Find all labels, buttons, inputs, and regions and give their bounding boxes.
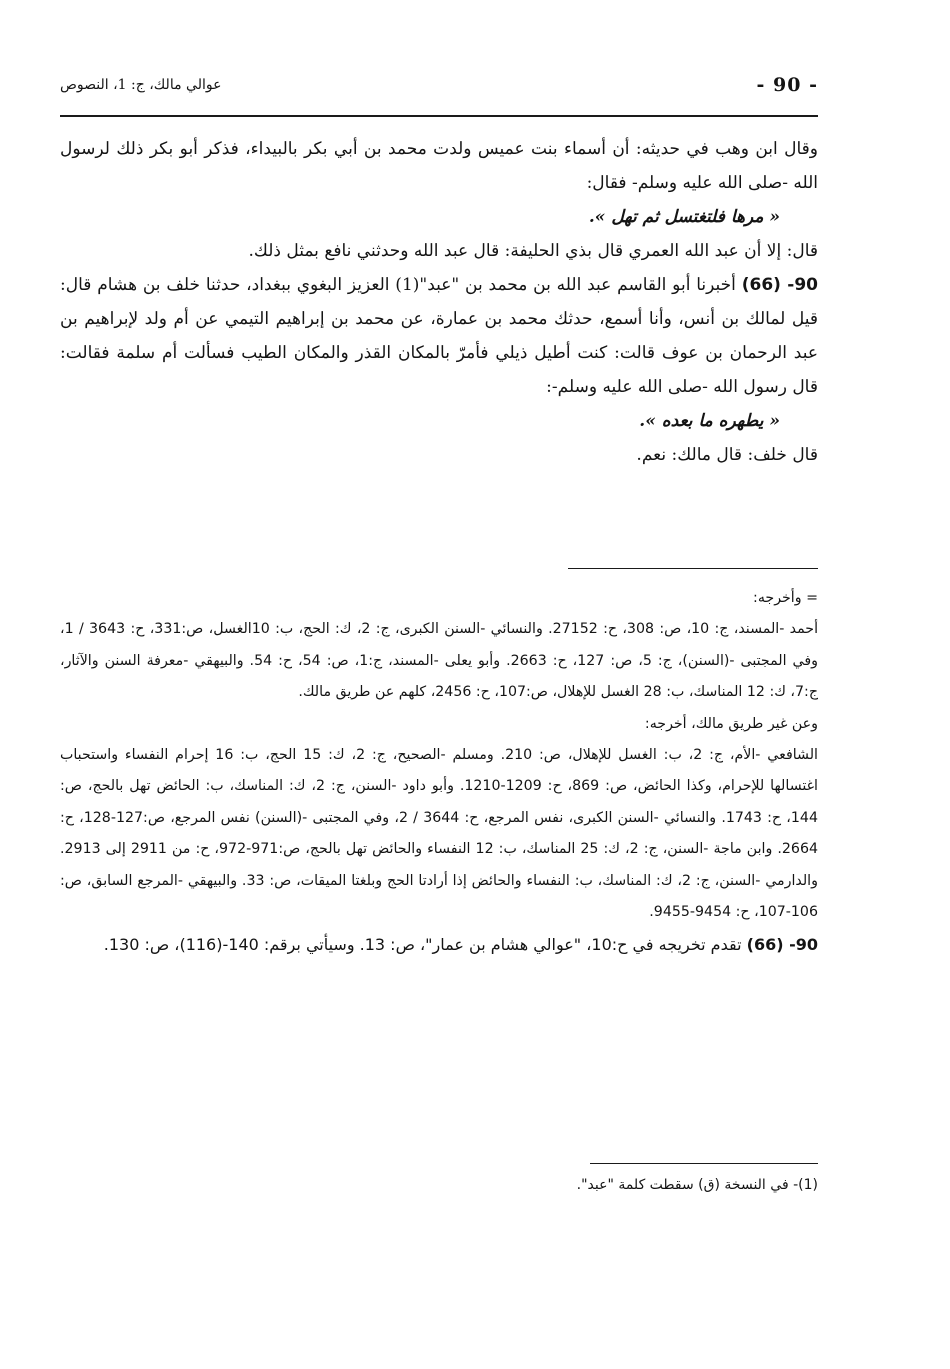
note-sources-malik: أحمد -المسند، ج: 10، ص: 308، ح: 27152. والنسائي -السنن الكبرى، ج: 2، ك: الحج، ب: 10الغسل، ص:331، ح: 3643 / 1، وفي المجتبى -(السنن)، ج: 5، ص: 127، ح: 2663. وأبو يعلى -المسند، ج:1، ص: 54، ح: 54. والبيهقي -معرفة السنن والآثار، ج:7، ك: 12 المناسك، ب: 28 الغسل للإهلال، ص:107، ح: 2456، كلهم عن طريق مالك. bbox=[60, 621, 819, 701]
note-cross-reference bbox=[60, 928, 818, 961]
footnote-separator bbox=[590, 1163, 818, 1164]
paragraph-1: وقال ابن وهب في حديثه: أن أسماء بنت عميس ولدت محمد بن أبي بكر بالبيداء، فذكر أبو بكر ذلك لرسول الله -صلى الله عليه وسلم- فقال: bbox=[60, 139, 818, 193]
note-cross-reference-text: تقدم تخريجه في ح:10، "عوالي هشام بن عمار"، ص: 13. وسيأتي برقم: 140-(116)، ص: 130. bbox=[103, 935, 742, 955]
page-number: - 90 - bbox=[756, 74, 818, 96]
note-other-intro: وعن غير طريق مالك، أخرجه: bbox=[644, 715, 818, 732]
paragraph-3 bbox=[60, 268, 818, 404]
notes-section bbox=[60, 583, 818, 961]
note-hadith-number: 90- (66) bbox=[746, 935, 818, 955]
prophetic-quote-2: « يطهره ما بعده ». bbox=[639, 411, 780, 431]
page-header bbox=[60, 70, 818, 100]
note-sources-other: الشافعي -الأم، ج: 2، ب: الغسل للإهلال، ص: 210. ومسلم -الصحيح، ج: 2، ك: 15 الحج، ب: 16 إحرام النفساء واستحباب اغتسالها للإحرام، وكذا الحائض، ص: 869، ح: 1209-1210. وأبو داود -السنن، ج: 2، ك: المناسك، ب: الحائض تهل بالحج، ص: 144، ح: 1743. والنسائي -السنن الكبرى، نفس المرجع، ح: 3644 / 2، وفي المجتبى -(السنن) نفس المرجع، ص:127-128، ح: 2664. وابن ماجة -السنن، ج: 2، ك: 25 المناسك، ب: 12 النفساء والحائض تهل بالحج، ص:971-972، ح: من 2911 إلى 2913. والدارمي -السنن، ج: 2، ك: المناسك، ب: النفساء والحائض إذا أرادتا الحج وبلغتا الميقات، ص: 33. والبيهقي -المرجع السابق، ص: 106-107، ح: 9454-9455. bbox=[60, 747, 819, 921]
paragraph-2: قال: إلا أن عبد الله العمري قال بذي الحليفة: قال عبد الله وحدثني نافع بمثل ذلك. bbox=[248, 241, 818, 261]
prophetic-quote-1: « مرها فلتغتسل ثم تهل ». bbox=[588, 207, 780, 227]
paragraph-3-text: أخبرنا أبو القاسم عبد الله بن محمد بن "عبد"(1) العزيز البغوي ببغداد، حدثنا خلف بن هشام قال: قيل لمالك بن أنس، وأنا أسمع، حدثك محمد بن عمارة، عن محمد بن إبراهيم التيمي عن أم ولد لإبراهيم بن عبد الرحمان بن عوف قالت: كنت أطيل ذيلي فأمرّ بالمكان القذر والمكان الطيب فسألت أم سلمة فقالت: قال رسول الله -صلى الله عليه وسلم-: bbox=[60, 275, 818, 397]
header-rule bbox=[60, 115, 818, 117]
main-text bbox=[60, 132, 818, 472]
notes-separator bbox=[568, 568, 818, 569]
running-title: عوالي مالك، ج: 1، النصوص bbox=[60, 77, 222, 93]
note-intro: = وأخرجه: bbox=[753, 590, 818, 606]
hadith-number: 90- (66) bbox=[741, 275, 818, 295]
footnote: (1)- في النسخة (ق) سقطت كلمة "عبد". bbox=[576, 1177, 818, 1193]
paragraph-4: قال خلف: قال مالك: نعم. bbox=[636, 445, 818, 465]
